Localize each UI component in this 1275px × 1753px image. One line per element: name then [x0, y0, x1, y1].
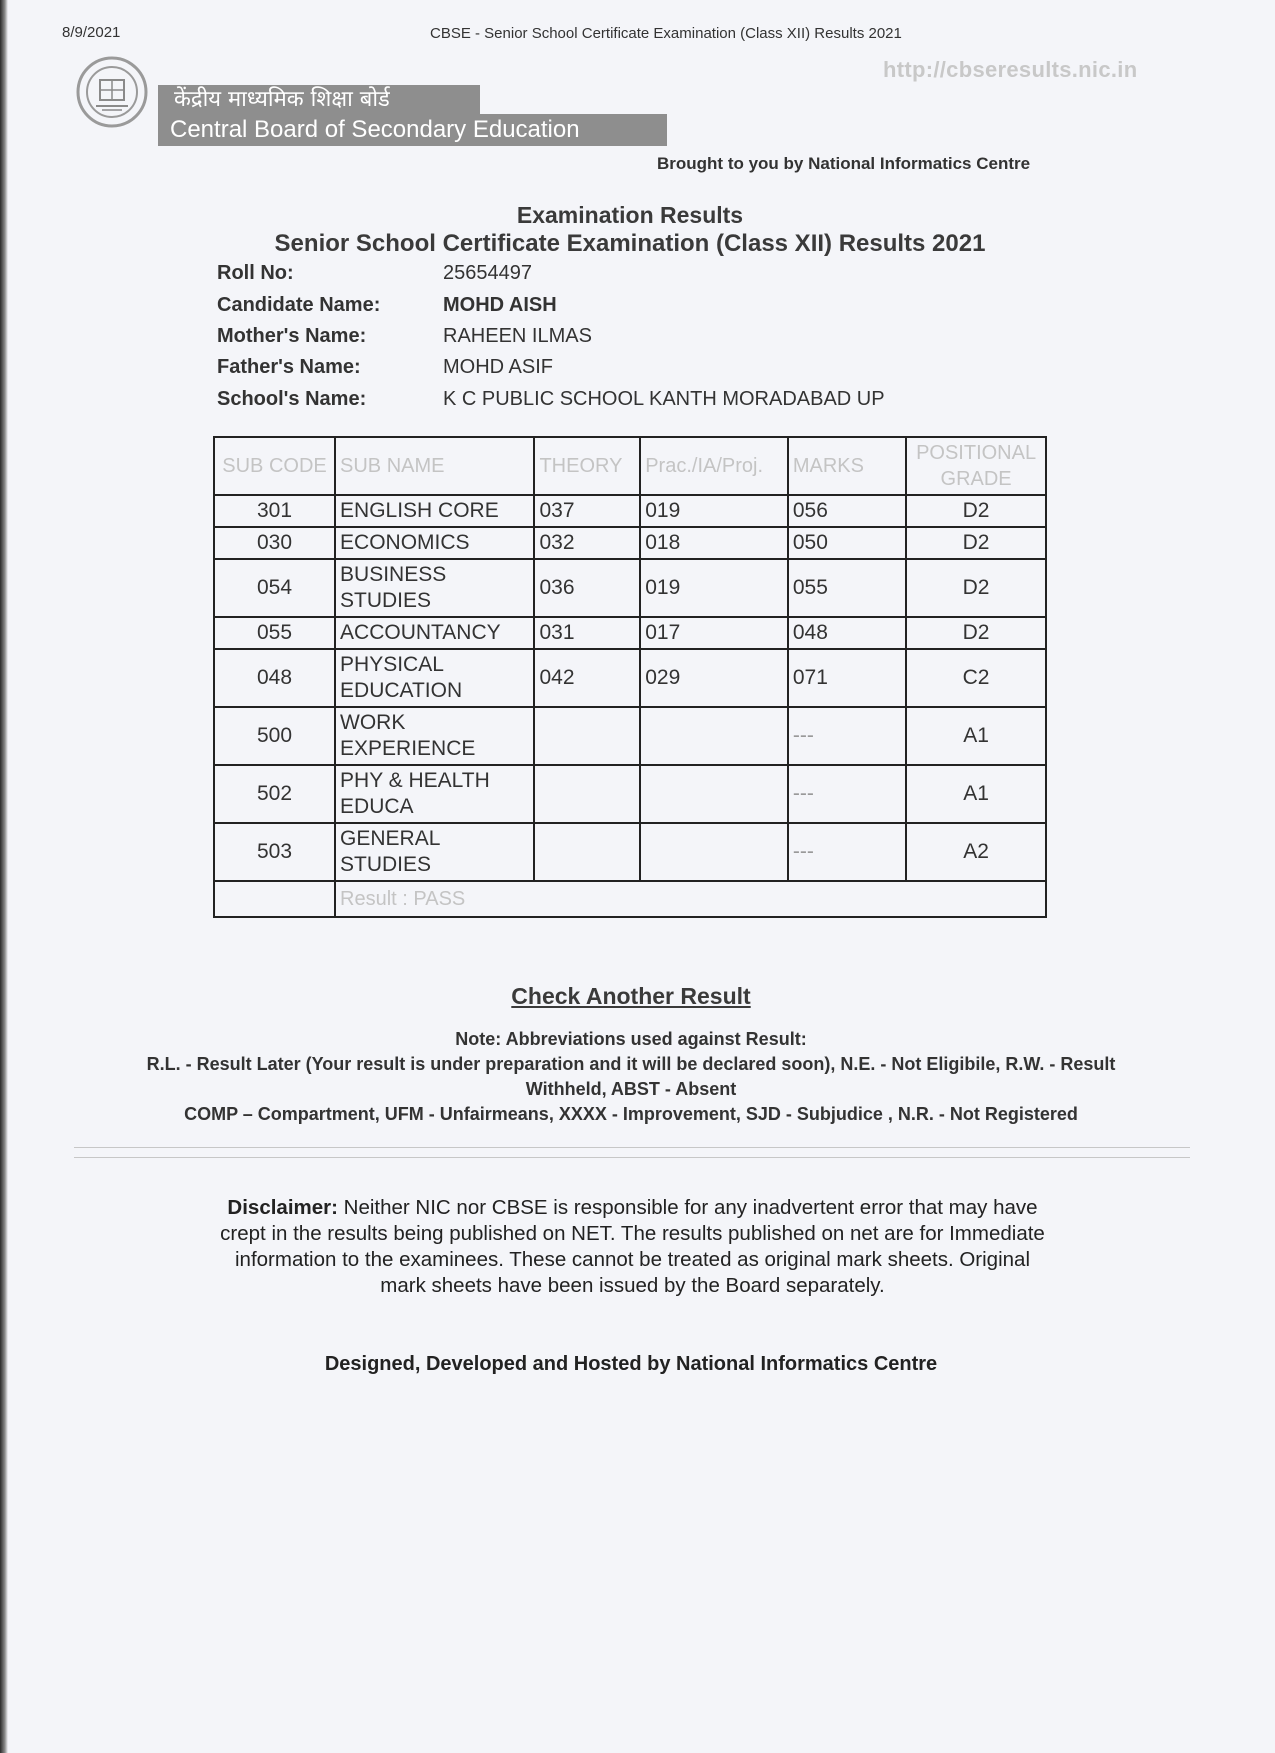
total-marks: 048 [788, 617, 906, 649]
sub-code: 048 [214, 649, 335, 707]
exam-subtitle: Senior School Certificate Examination (Class XII) Results 2021 [274, 230, 986, 257]
total-marks: 071 [788, 649, 906, 707]
practical-marks: 019 [640, 495, 788, 527]
practical-marks [640, 765, 788, 823]
sub-name: ACCOUNTANCY [335, 617, 534, 649]
school-name-label: School's Name: [217, 388, 367, 410]
positional-grade: D2 [906, 527, 1046, 559]
divider [74, 1147, 1190, 1148]
theory-marks: 042 [534, 649, 640, 707]
positional-grade: D2 [906, 495, 1046, 527]
header-theory: THEORY [534, 437, 640, 495]
theory-marks: 036 [534, 559, 640, 617]
roll-no-label: Roll No: [217, 262, 294, 284]
cbse-emblem-icon [76, 56, 148, 128]
header-marks: MARKS [788, 437, 906, 495]
result-row [214, 881, 1046, 917]
scan-edge-shadow [0, 0, 8, 1753]
total-marks: --- [788, 765, 906, 823]
total-marks: 056 [788, 495, 906, 527]
table-row [214, 559, 1046, 617]
board-name-english: Central Board of Secondary Education [158, 114, 667, 146]
candidate-name-value: MOHD AISH [443, 294, 557, 316]
result-cell [335, 881, 1046, 917]
positional-grade: D2 [906, 617, 1046, 649]
theory-marks [534, 823, 640, 881]
sub-name: GENERAL STUDIES [335, 823, 534, 881]
header-sub-code: SUB CODE [214, 437, 335, 495]
site-url-link[interactable]: http://cbseresults.nic.in [883, 57, 1138, 82]
table-row [214, 765, 1046, 823]
sub-code: 055 [214, 617, 335, 649]
board-name-hindi: केंद्रीय माध्यमिक शिक्षा बोर्ड [158, 85, 480, 115]
footer-credit: Designed, Developed and Hosted by National Informatics Centre [324, 1353, 938, 1375]
sub-name: PHYSICAL EDUCATION [335, 649, 534, 707]
candidate-name-label: Candidate Name: [217, 294, 381, 316]
disclaimer-label: Disclaimer: [227, 1196, 338, 1219]
total-marks: 050 [788, 527, 906, 559]
father-name-label: Father's Name: [217, 356, 361, 378]
notes-line-1: R.L. - Result Later (Your result is under preparation and it will be declared soon), N.E. - Not Eligibile, R.W. - Result [146, 1054, 1116, 1074]
print-date: 8/9/2021 [62, 24, 121, 41]
header-positional-grade: POSITIONAL GRADE [906, 437, 1046, 495]
sub-name: PHY & HEALTH EDUCA [335, 765, 534, 823]
print-page-title: CBSE - Senior School Certificate Examination (Class XII) Results 2021 [430, 25, 902, 42]
positional-grade: D2 [906, 559, 1046, 617]
sub-name: BUSINESS STUDIES [335, 559, 534, 617]
theory-marks [534, 707, 640, 765]
theory-marks: 031 [534, 617, 640, 649]
sub-code: 500 [214, 707, 335, 765]
mother-name-value: RAHEEN ILMAS [443, 325, 592, 347]
practical-marks [640, 707, 788, 765]
marks-table-header [214, 437, 1046, 495]
theory-marks: 037 [534, 495, 640, 527]
check-another-result-link[interactable]: Check Another Result [511, 983, 751, 1009]
notes-heading: Note: Abbreviations used against Result: [455, 1029, 807, 1049]
sub-name: ECONOMICS [335, 527, 534, 559]
total-marks: --- [788, 707, 906, 765]
header-practical: Prac./IA/Proj. [640, 437, 788, 495]
positional-grade: C2 [906, 649, 1046, 707]
exam-title: Examination Results [516, 202, 744, 228]
sub-code: 301 [214, 495, 335, 527]
practical-marks: 029 [640, 649, 788, 707]
positional-grade: A1 [906, 765, 1046, 823]
positional-grade: A2 [906, 823, 1046, 881]
sub-name: ENGLISH CORE [335, 495, 534, 527]
table-row [214, 617, 1046, 649]
header-sub-name: SUB NAME [335, 437, 534, 495]
table-row [214, 823, 1046, 881]
notes-line-2: Withheld, ABST - Absent [525, 1079, 737, 1099]
theory-marks: 032 [534, 527, 640, 559]
table-row [214, 649, 1046, 707]
table-row [214, 527, 1046, 559]
result-status: Result : PASS [340, 888, 466, 910]
marks-table [213, 436, 1047, 918]
practical-marks [640, 823, 788, 881]
table-row [214, 707, 1046, 765]
total-marks: 055 [788, 559, 906, 617]
result-row-spacer [214, 881, 335, 917]
school-name-value: K C PUBLIC SCHOOL KANTH MORADABAD UP [443, 388, 885, 410]
disclaimer-text: Neither NIC nor CBSE is responsible for any inadvertent error that may have crept in the results being published on NET. The results published on net are for Immediate information to the examinees. These cannot be treated as original mark sheets. Original mark sheets have been issued by the Board separately. [220, 1196, 1045, 1297]
theory-marks [534, 765, 640, 823]
sub-code: 502 [214, 765, 335, 823]
practical-marks: 017 [640, 617, 788, 649]
sub-code: 503 [214, 823, 335, 881]
total-marks: --- [788, 823, 906, 881]
father-name-value: MOHD ASIF [443, 356, 554, 378]
sub-name: WORK EXPERIENCE [335, 707, 534, 765]
practical-marks: 019 [640, 559, 788, 617]
table-row [214, 495, 1046, 527]
positional-grade: A1 [906, 707, 1046, 765]
mother-name-label: Mother's Name: [217, 325, 367, 347]
divider [74, 1157, 1190, 1158]
disclaimer [210, 1195, 1055, 1299]
notes-line-3: COMP – Compartment, UFM - Unfairmeans, XXXX - Improvement, SJD - Subjudice , N.R. - Not Registered [184, 1104, 1078, 1124]
sub-code: 054 [214, 559, 335, 617]
sub-code: 030 [214, 527, 335, 559]
practical-marks: 018 [640, 527, 788, 559]
roll-no-value: 25654497 [443, 262, 532, 284]
brought-by-text: Brought to you by National Informatics Centre [657, 154, 1031, 173]
